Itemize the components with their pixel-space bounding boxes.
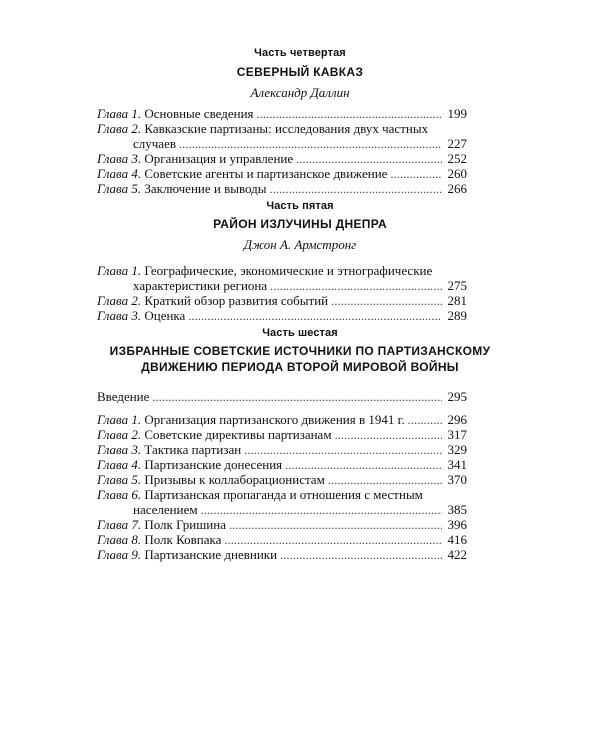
- page-number: 370: [447, 472, 467, 487]
- chapter-title: Советские агенты и партизанское движение: [144, 166, 388, 181]
- toc-entry: [97, 517, 467, 532]
- toc-entry-row: [97, 412, 467, 427]
- dot-leader: [179, 136, 442, 152]
- chapter-title: Кавказские партизаны: исследования двух частных: [144, 121, 429, 136]
- part-5-author: Джон А. Армстронг: [243, 237, 357, 252]
- toc-entry-text: [97, 472, 325, 487]
- chapter-number: Глава 5.: [97, 181, 142, 196]
- part-6-label: Часть шестая: [262, 327, 338, 339]
- toc-entry: [97, 293, 467, 308]
- chapter-number: Глава 5.: [97, 472, 142, 487]
- chapter-title: характеристики региона: [133, 278, 268, 293]
- toc-entry-line: [97, 487, 467, 502]
- toc-entry-row: [97, 457, 467, 472]
- toc-entry: [97, 263, 467, 293]
- dot-leader: [201, 502, 442, 518]
- toc-entry-text: [97, 181, 267, 196]
- dot-leader: [244, 442, 442, 458]
- page-number: 295: [447, 389, 467, 404]
- chapter-title: Полк Ковпака: [144, 532, 222, 547]
- dot-leader: [152, 389, 442, 405]
- chapter-number: Глава 1.: [97, 106, 142, 121]
- chapter-title: Организация партизанского движения в 1941 г.: [144, 412, 405, 427]
- chapter-title: населением: [133, 502, 198, 517]
- toc-entry-text: [97, 547, 277, 562]
- toc-entry: [97, 308, 467, 323]
- page-number: 281: [447, 293, 467, 308]
- dot-leader: [270, 181, 443, 197]
- chapter-number: Глава 3.: [97, 442, 142, 457]
- dot-leader: [296, 151, 442, 167]
- toc-entry-text: [97, 121, 428, 136]
- toc-entry-line: [97, 121, 467, 136]
- toc-entry-row: [97, 151, 467, 166]
- toc-entry: [97, 151, 467, 166]
- chapter-title: Тактика партизан: [144, 442, 242, 457]
- dot-leader: [331, 293, 442, 309]
- toc-entry-row: [97, 472, 467, 487]
- part-4-label: Часть четвертая: [254, 47, 346, 59]
- toc-entry-row: [97, 547, 467, 562]
- chapter-number: Глава 4.: [97, 457, 142, 472]
- chapter-title: Партизанская пропаганда и отношения с местным: [144, 487, 423, 502]
- toc-entry-text: [97, 532, 221, 547]
- toc-entry: [97, 427, 467, 442]
- chapter-number: Глава 2.: [97, 293, 142, 308]
- chapter-number: Глава 1.: [97, 263, 142, 278]
- part-6-title-line-2: ДВИЖЕНИЮ ПЕРИОДА ВТОРОЙ МИРОВОЙ ВОЙНЫ: [141, 360, 459, 374]
- toc-entry-text: [97, 442, 241, 457]
- part-4-toc: [97, 106, 467, 196]
- toc-entry-row: [97, 293, 467, 308]
- toc-entry-text: [97, 412, 405, 427]
- chapter-number: Глава 1.: [97, 412, 142, 427]
- toc-entry: [97, 389, 467, 404]
- chapter-title: Полк Гришина: [144, 517, 226, 532]
- part-4-title: [0, 64, 600, 80]
- toc-entry-row: [97, 442, 467, 457]
- dot-leader: [280, 547, 442, 563]
- toc-entry-text: [97, 106, 254, 121]
- toc-entry-row: [97, 389, 467, 404]
- dot-leader: [408, 412, 442, 428]
- page-number: 260: [447, 166, 467, 181]
- dot-leader: [229, 517, 442, 533]
- page-number: 252: [447, 151, 467, 166]
- page-number: 289: [447, 308, 467, 323]
- chapter-title: случаев: [133, 136, 176, 151]
- toc-entry: [97, 442, 467, 457]
- toc-entry-text: [133, 136, 176, 151]
- page-number: 317: [447, 427, 467, 442]
- chapter-number: Глава 2.: [97, 121, 142, 136]
- chapter-title: Призывы к коллаборационистам: [144, 472, 325, 487]
- dot-leader: [188, 308, 442, 324]
- toc-entry-text: [97, 427, 332, 442]
- toc-entry-row: [97, 308, 467, 323]
- page-number: 416: [447, 532, 467, 547]
- page-number: 341: [447, 457, 467, 472]
- chapter-number: Глава 3.: [97, 151, 142, 166]
- toc-entry-text: [97, 308, 185, 323]
- chapter-number: Глава 4.: [97, 166, 142, 181]
- dot-leader: [224, 532, 442, 548]
- part-4-author: Александр Даллин: [250, 85, 350, 100]
- toc-entry: [97, 106, 467, 121]
- page-number: 329: [447, 442, 467, 457]
- chapter-title: Основные сведения: [144, 106, 254, 121]
- chapter-number: Глава 6.: [97, 487, 142, 502]
- toc-entry-row: [97, 502, 467, 517]
- page-number: 385: [447, 502, 467, 517]
- toc-entry-row: [97, 427, 467, 442]
- page-number: 296: [447, 412, 467, 427]
- chapter-title: Партизанские донесения: [144, 457, 283, 472]
- part-5-toc: [97, 263, 467, 323]
- chapter-number: Глава 7.: [97, 517, 142, 532]
- toc-entry-row: [97, 517, 467, 532]
- dot-leader: [285, 457, 442, 473]
- part-6-title-line-1: ИЗБРАННЫЕ СОВЕТСКИЕ ИСТОЧНИКИ ПО ПАРТИЗАНСКОМУ: [109, 344, 491, 358]
- toc-entry-text: [97, 487, 423, 502]
- page-number: 266: [447, 181, 467, 196]
- dot-leader: [257, 106, 442, 122]
- toc-entry-text: [133, 502, 198, 517]
- toc-entry: [97, 457, 467, 472]
- part-5-title-line: РАЙОН ИЗЛУЧИНЫ ДНЕПРА: [213, 217, 387, 231]
- toc-entry-text: [97, 151, 293, 166]
- dot-leader: [335, 427, 442, 443]
- page-number: 275: [447, 278, 467, 293]
- part-6-title: [0, 343, 600, 375]
- toc-entry: [97, 412, 467, 427]
- toc-entry-text: [97, 293, 328, 308]
- toc-entry-text: [97, 166, 387, 181]
- toc-entry-text: [133, 278, 267, 293]
- part-4-title-line: СЕВЕРНЫЙ КАВКАЗ: [236, 65, 364, 79]
- toc-entry-row: [97, 181, 467, 196]
- chapter-number: Глава 3.: [97, 308, 142, 323]
- part-6-toc: [97, 389, 467, 562]
- toc-entry-text: [97, 457, 282, 472]
- toc-entry-row: [97, 136, 467, 151]
- chapter-number: Глава 9.: [97, 547, 142, 562]
- chapter-title: Организация и управление: [144, 151, 294, 166]
- page-number: 396: [447, 517, 467, 532]
- chapter-title: Оценка: [144, 308, 186, 323]
- toc-entry-row: [97, 106, 467, 121]
- chapter-title: Советские директивы партизанам: [144, 427, 332, 442]
- dot-leader: [270, 278, 442, 294]
- dot-leader: [390, 166, 442, 182]
- toc-entry: [97, 121, 467, 151]
- toc-entry-text: [97, 263, 432, 278]
- page-number: 199: [447, 106, 467, 121]
- toc-entry: [97, 547, 467, 562]
- chapter-number: Глава 2.: [97, 427, 142, 442]
- page-number: 227: [447, 136, 467, 151]
- chapter-title: Партизанские дневники: [144, 547, 278, 562]
- toc-entry-line: [97, 263, 467, 278]
- chapter-title: Заключение и выводы: [144, 181, 267, 196]
- toc-entry-row: [97, 166, 467, 181]
- page-number: 422: [447, 547, 467, 562]
- part-5-label: Часть пятая: [266, 200, 334, 212]
- toc-entry: [97, 472, 467, 487]
- toc-entry: [97, 166, 467, 181]
- toc-entry-row: [97, 278, 467, 293]
- toc-entry: [97, 487, 467, 517]
- part-5-title: [0, 216, 600, 232]
- toc-entry-text: [97, 389, 149, 404]
- chapter-number: Глава 8.: [97, 532, 142, 547]
- chapter-title: Введение: [97, 389, 150, 404]
- toc-entry: [97, 532, 467, 547]
- dot-leader: [328, 472, 442, 488]
- toc-entry-text: [97, 517, 226, 532]
- toc-entry: [97, 181, 467, 196]
- chapter-title: Географические, экономические и этнографические: [144, 263, 433, 278]
- chapter-title: Краткий обзор развития событий: [144, 293, 329, 308]
- toc-entry-row: [97, 532, 467, 547]
